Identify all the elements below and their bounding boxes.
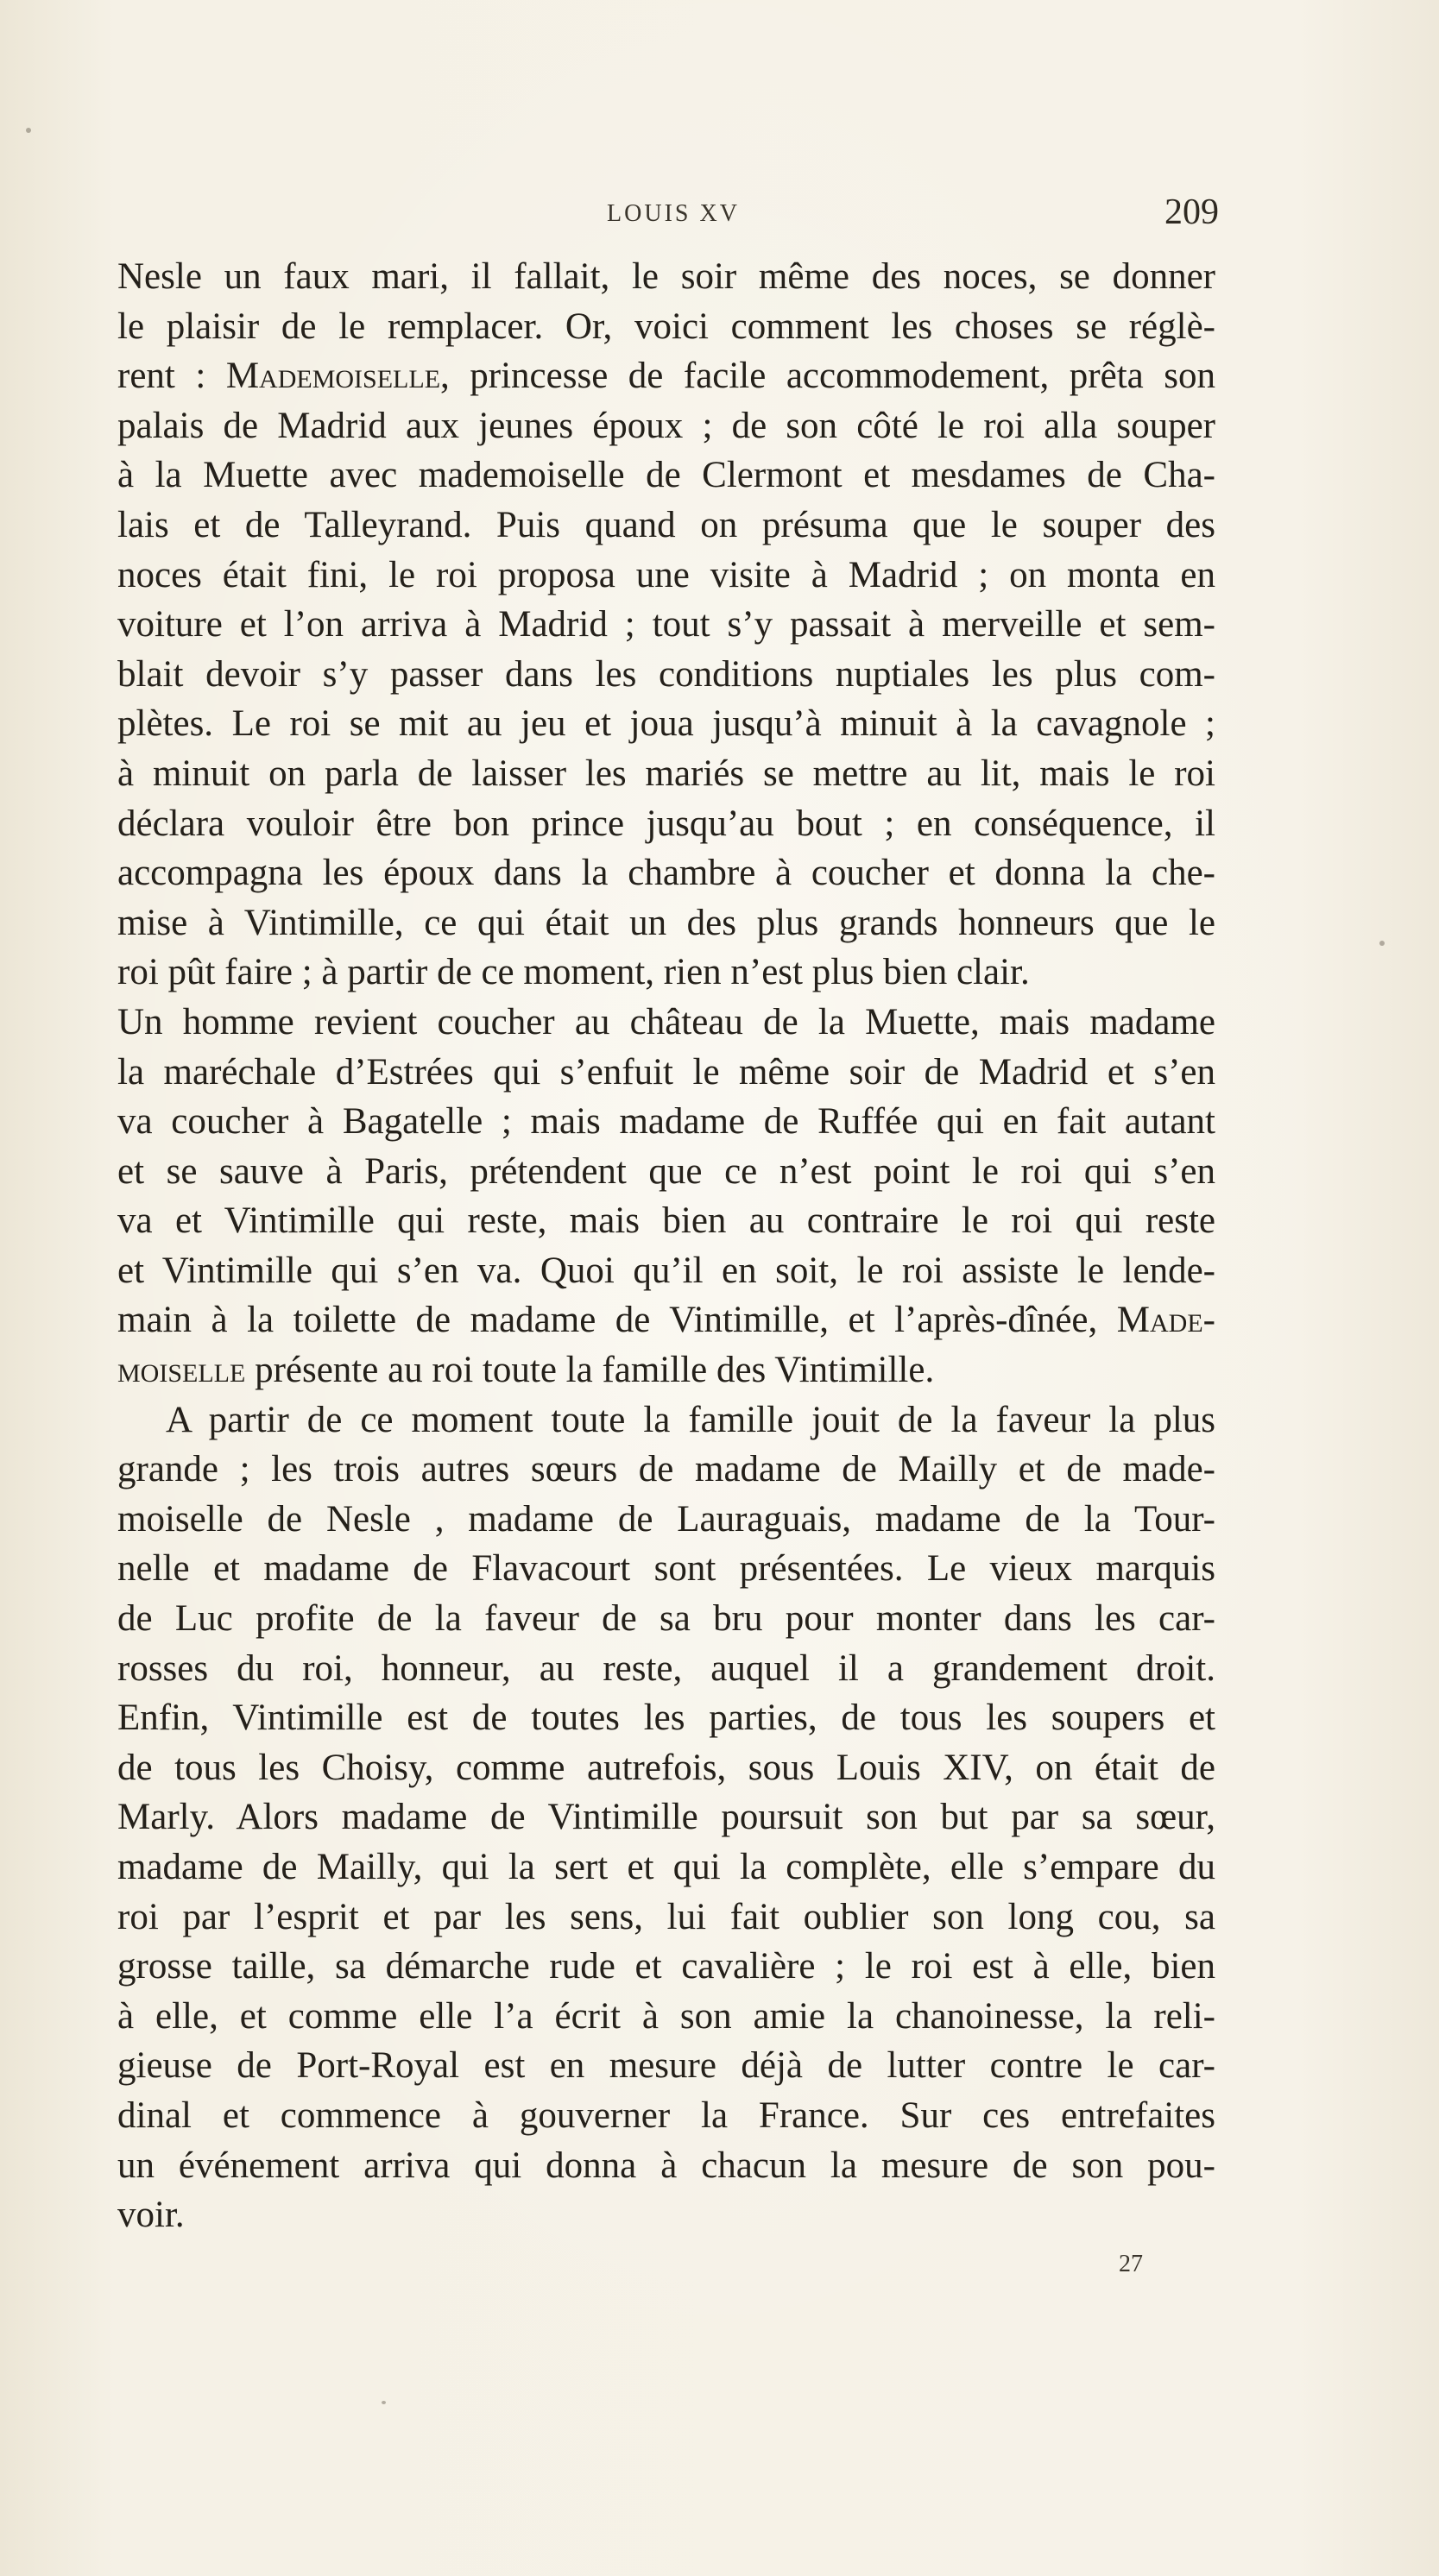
- text-line: dinal et commence à gouverner la France. Sur ces entrefaites: [117, 2094, 1215, 2136]
- text-line: va et Vintimille qui reste, mais bien au contraire le roi qui reste: [117, 1200, 1215, 1242]
- text-line: à elle, et comme elle l’a écrit à son amie la chanoinesse, la reli-: [117, 1995, 1215, 2037]
- small-caps-name: Made-: [1116, 1300, 1215, 1341]
- text-line: roi par l’esprit et par les sens, lui fait oublier son long cou, sa: [117, 1896, 1215, 1937]
- text-line: Un homme revient coucher au château de la Muette, mais madame: [117, 1001, 1215, 1042]
- text-line: A partir de ce moment toute la famille jouit de la faveur la plus: [166, 1399, 1215, 1440]
- text-run: main à la toilette de madame de Vintimille, et l’après-dînée,: [117, 1300, 1117, 1341]
- text-line: plètes. Le roi se mit au jeu et joua jusqu’à minuit à la cavagnole ;: [117, 703, 1215, 745]
- text-line: et Vintimille qui s’en va. Quoi qu’il en soit, le roi assiste le lende-: [117, 1250, 1215, 1291]
- text-line: [117, 1345, 1215, 1395]
- text-line: la maréchale d’Estrées qui s’enfuit le même soir de Madrid et s’en: [117, 1051, 1215, 1093]
- text-line: noces était fini, le roi proposa une visite à Madrid ; on monta en: [117, 554, 1215, 595]
- text-line: accompagna les époux dans la chambre à coucher et donna la che-: [117, 853, 1215, 894]
- paper-speck: [1379, 941, 1385, 946]
- text-line: voir.: [117, 2195, 185, 2236]
- text-line: moiselle de Nesle , madame de Lauraguais, madame de la Tour-: [117, 1498, 1215, 1540]
- text-line: un événement arriva qui donna à chacun la mesure de son pou-: [117, 2145, 1215, 2186]
- text-line: Enfin, Vintimille est de toutes les parties, de tous les soupers et: [117, 1697, 1215, 1739]
- signature-mark: 27: [1119, 2251, 1143, 2277]
- text-line: grosse taille, sa démarche rude et cavalière ; le roi est à elle, bien: [117, 1946, 1215, 1987]
- text-line: nelle et madame de Flavacourt sont présentées. Le vieux marquis: [117, 1548, 1215, 1590]
- text-line: [117, 1295, 1215, 1345]
- text-line: de tous les Choisy, comme autrefois, sous Louis XIV, on était de: [117, 1747, 1215, 1788]
- paper-speck: [26, 128, 31, 133]
- text-line: madame de Mailly, qui la sert et qui la complète, elle s’empare du: [117, 1847, 1215, 1887]
- text-line: et se sauve à Paris, prétendent que ce n’est point le roi qui s’en: [117, 1150, 1215, 1192]
- text-run: , princesse de facile accommodement, prêta son: [440, 356, 1215, 397]
- text-line: à la Muette avec mademoiselle de Clermont et mesdames de Cha-: [117, 455, 1215, 496]
- text-line: grande ; les trois autres sœurs de madame de Mailly et de made-: [117, 1449, 1215, 1490]
- text-line: rosses du roi, honneur, au reste, auquel il a grandement droit.: [117, 1647, 1215, 1689]
- text-line: [117, 351, 1215, 401]
- text-line: lais et de Talleyrand. Puis quand on présuma que le souper des: [117, 504, 1215, 545]
- small-caps-name: Mademoiselle: [225, 356, 441, 397]
- small-caps-name: moiselle: [117, 1350, 246, 1391]
- running-title: LOUIS XV: [607, 200, 740, 227]
- text-line: Nesle un faux mari, il fallait, le soir même des noces, se donner: [117, 256, 1215, 297]
- page-number: 209: [1164, 192, 1219, 232]
- body-text: [117, 252, 1215, 2240]
- text-line: mise à Vintimille, ce qui était un des plus grands honneurs que le: [117, 902, 1215, 943]
- text-run: présente au roi toute la famille des Vintimille.: [245, 1350, 935, 1391]
- text-line: Marly. Alors madame de Vintimille poursuit son but par sa sœur,: [117, 1797, 1215, 1838]
- text-line: à minuit on parla de laisser les mariés se mettre au lit, mais le roi: [117, 753, 1215, 794]
- text-line: roi pût faire ; à partir de ce moment, rien n’est plus bien clair.: [117, 952, 1030, 993]
- text-line: palais de Madrid aux jeunes époux ; de son côté le roi alla souper: [117, 405, 1215, 446]
- text-line: le plaisir de le remplacer. Or, voici comment les choses se réglè-: [117, 305, 1215, 347]
- text-line: déclara vouloir être bon prince jusqu’au bout ; en conséquence, il: [117, 803, 1215, 844]
- text-line: voiture et l’on arriva à Madrid ; tout s’y passait à merveille et sem-: [117, 604, 1215, 646]
- text-line: de Luc profite de la faveur de sa bru pour monter dans les car-: [117, 1598, 1215, 1640]
- paper-speck: [382, 2401, 386, 2404]
- text-run: rent :: [117, 356, 226, 397]
- text-line: blait devoir s’y passer dans les conditions nuptiales les plus com-: [117, 653, 1215, 695]
- text-line: va coucher à Bagatelle ; mais madame de Ruffée qui en fait autant: [117, 1101, 1215, 1143]
- text-line: gieuse de Port-Royal est en mesure déjà de lutter contre le car-: [117, 2045, 1215, 2087]
